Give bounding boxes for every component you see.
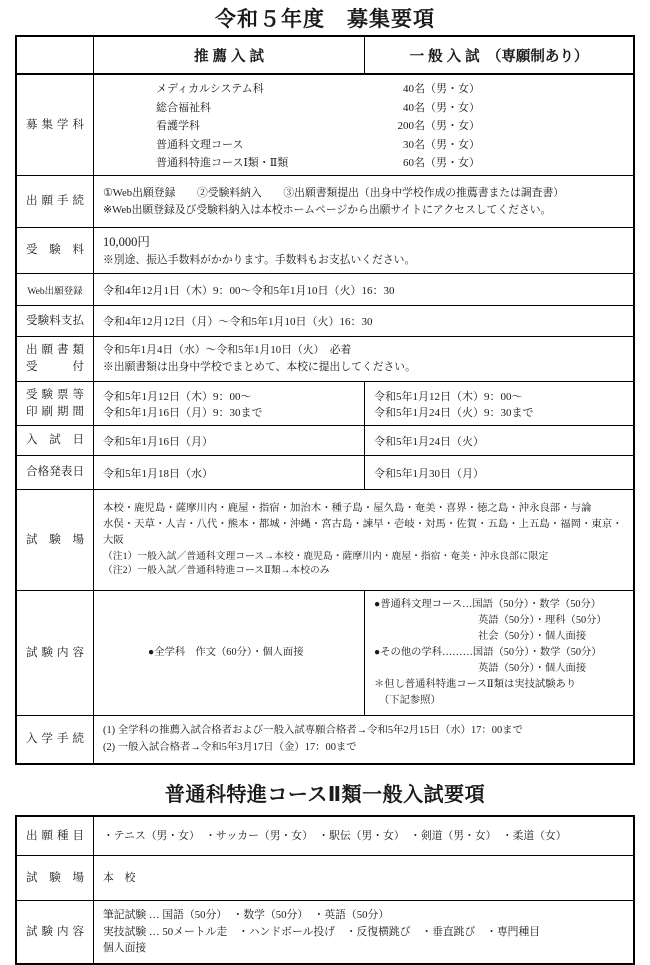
row-enrollment-procedure (17, 715, 633, 763)
label-exam-date: 入試日 (17, 426, 94, 455)
application-events-cell (94, 817, 633, 855)
fee-payment-period: 令和4年12月12日（月）～令和5年1月10日（火）16：30 (103, 316, 373, 328)
exam-date-general-cell: 令和5年1月24日（火） (364, 426, 633, 455)
special-venue-value: 本 校 (103, 871, 136, 884)
fee-payment-cell (94, 306, 633, 336)
row-result-announcement (17, 455, 633, 489)
exam-fee-cell (94, 228, 633, 273)
special-exam-content-cell (94, 901, 633, 963)
label-recruit-departments: 募集学科 (17, 75, 94, 175)
row-fee-payment (17, 305, 633, 336)
row-application-procedure (17, 175, 633, 227)
table-header-row (17, 37, 633, 75)
web-registration-cell (94, 274, 633, 305)
exam-venue-cell (94, 490, 633, 590)
exam-content-recommend-cell (94, 591, 364, 715)
header-general-exam: 一 般 入 試 （専願制あり） (364, 37, 633, 73)
venue-note-2: （注2）一般入試／普通科特進コースⅡ類→本校のみ (103, 565, 330, 577)
ticket-print-general-cell (364, 382, 633, 425)
enrollment-procedure-cell (94, 716, 633, 763)
label-web-registration: Web出願登録 (17, 274, 94, 305)
row-ticket-print-period (17, 381, 633, 425)
written-exam-line: 筆記試験 … 国語（50分） ・数学（50分） ・英語（50分） (103, 908, 390, 921)
row-special-exam-content (17, 900, 633, 963)
department-item: 総合福祉科 40名（男・女） (156, 101, 480, 114)
exam-content-general-cell: ●普通科文理コース…国語（50分）・数学（50分） 英語（50分）・理科（50分） 社会（50分）・個人面接 ●その他の学科………国語（50分）・数学（50分） 英語（50分）・個人面接 ＊但し普通科特進コースⅡ類は実技試験あり （下記参照） (364, 591, 633, 715)
row-exam-fee (17, 227, 633, 273)
special-course-table (15, 815, 635, 965)
row-exam-venue (17, 489, 633, 590)
ticket-print-recommend-start: 令和5年1月12日（木）9：00～ (103, 390, 252, 403)
row-document-acceptance (17, 336, 633, 381)
label-exam-venue: 試験場 (17, 490, 94, 590)
label-exam-content: 試験内容 (17, 591, 94, 715)
label-ticket-print-period: 受験票等 印刷期間 (17, 382, 94, 425)
row-application-events (17, 817, 633, 855)
label-fee-payment: 受験料支払 (17, 306, 94, 336)
department-item: 看護学科 200名（男・女） (156, 120, 480, 132)
venue-note-1: （注1）一般入試／普通科文理コース→本校・鹿児島・薩摩川内・鹿屋・指宿・奄美・沖永良部に限定 (103, 550, 549, 562)
announcement-recommend-cell: 令和5年1月18日（水） (103, 467, 213, 480)
header-empty-cell (17, 37, 94, 73)
venue-list-line: 大阪 (103, 535, 124, 547)
row-web-registration (17, 273, 633, 305)
label-application-events: 出願種目 (17, 817, 94, 855)
practical-exam-line: 実技試験 … 50メートル走 ・ハンドボール投げ ・反復横跳び ・垂直跳び ・専門種目 (103, 925, 541, 938)
row-recruit-departments (17, 75, 633, 175)
announcement-general-cell: 令和5年1月30日（月） (364, 456, 633, 489)
label-application-procedure: 出願手続 (17, 176, 94, 227)
venue-list-line: 水俣・天草・人吉・八代・熊本・都城・沖縄・宮古島・諫早・壱岐・対馬・佐賀・五島・上五島・福岡・東京・ (103, 519, 623, 531)
row-exam-content (17, 590, 633, 715)
document-acceptance-period: 令和5年1月4日（水）～令和5年1月10日（火） 必着 (103, 344, 352, 357)
ticket-print-recommend-end: 令和5年1月16日（月）9：30まで (103, 406, 263, 419)
sub-title: 普通科特進コースⅡ類一般入試要項 (164, 784, 486, 806)
procedure-steps: ①Web出願登録 ②受験料納入 ③出願書類提出（出身中学校作成の推薦書または調査書） (103, 186, 565, 199)
row-special-exam-venue (17, 855, 633, 900)
application-procedure-cell (94, 176, 633, 227)
venue-list-line: 本校・鹿児島・薩摩川内・鹿屋・指宿・加治木・種子島・屋久島・奄美・喜界・徳之島・沖永良部・与論 (103, 503, 592, 515)
department-item: 普通科文理コース 30名（男・女） (156, 138, 480, 151)
header-recommend-exam: 推 薦 入 試 (193, 48, 265, 65)
department-item: メディカルシステム科 40名（男・女） (156, 83, 480, 95)
special-exam-venue-cell (94, 856, 633, 900)
fee-note: ※別途、振込手数料がかかります。手数料もお支払いください。 (103, 253, 416, 266)
admission-requirements-table (15, 35, 635, 765)
enrollment-line-2: (2) 一般入試合格者→令和5年3月17日（金）17：00まで (103, 741, 357, 753)
recruit-departments-cell (94, 75, 633, 175)
events-list: ・テニス（男・女） ・サッカー（男・女） ・駅伝（男・女） ・剣道（男・女） ・柔道（女） (103, 829, 567, 842)
label-special-exam-venue: 試験場 (17, 856, 94, 900)
ticket-print-recommend-cell (94, 382, 364, 425)
fee-amount: 10,000円 (103, 235, 150, 250)
label-result-announcement: 合格発表日 (17, 456, 94, 489)
label-exam-fee: 受験料 (17, 228, 94, 273)
interview-line: 個人面接 (103, 942, 147, 955)
label-special-exam-content: 試験内容 (17, 901, 94, 963)
ticket-print-general-end: 令和5年1月24日（火）9：30まで (374, 406, 534, 419)
main-title: 令和５年度 募集要項 (215, 8, 435, 31)
enrollment-line-1: (1) 全学科の推薦入試合格者および一般入試専願合格者→令和5年2月15日（水）17：00まで (103, 725, 523, 737)
web-registration-period: 令和4年12月1日（木）9：00～令和5年1月10日（火）16：30 (103, 284, 395, 297)
procedure-note: ※Web出願登録及び受験料納入は本校ホームページから出願サイトにアクセスしてください。 (103, 203, 552, 216)
exam-date-recommend-cell: 令和5年1月16日（月） (103, 435, 213, 448)
label-enrollment-procedure: 入学手続 (17, 716, 94, 763)
label-document-acceptance: 出願書類 受付 (17, 337, 94, 381)
recommend-exam-content: ●全学科 作文（60分）・個人面接 (148, 647, 304, 659)
document-acceptance-note: ※出願書類は出身中学校でまとめて、本校に提出してください。 (103, 361, 416, 373)
department-item: 普通科特進コースⅠ類・Ⅱ類 60名（男・女） (156, 157, 480, 169)
ticket-print-general-start: 令和5年1月12日（木）9：00～ (374, 390, 523, 403)
row-exam-date (17, 425, 633, 455)
document-acceptance-cell (94, 337, 633, 381)
